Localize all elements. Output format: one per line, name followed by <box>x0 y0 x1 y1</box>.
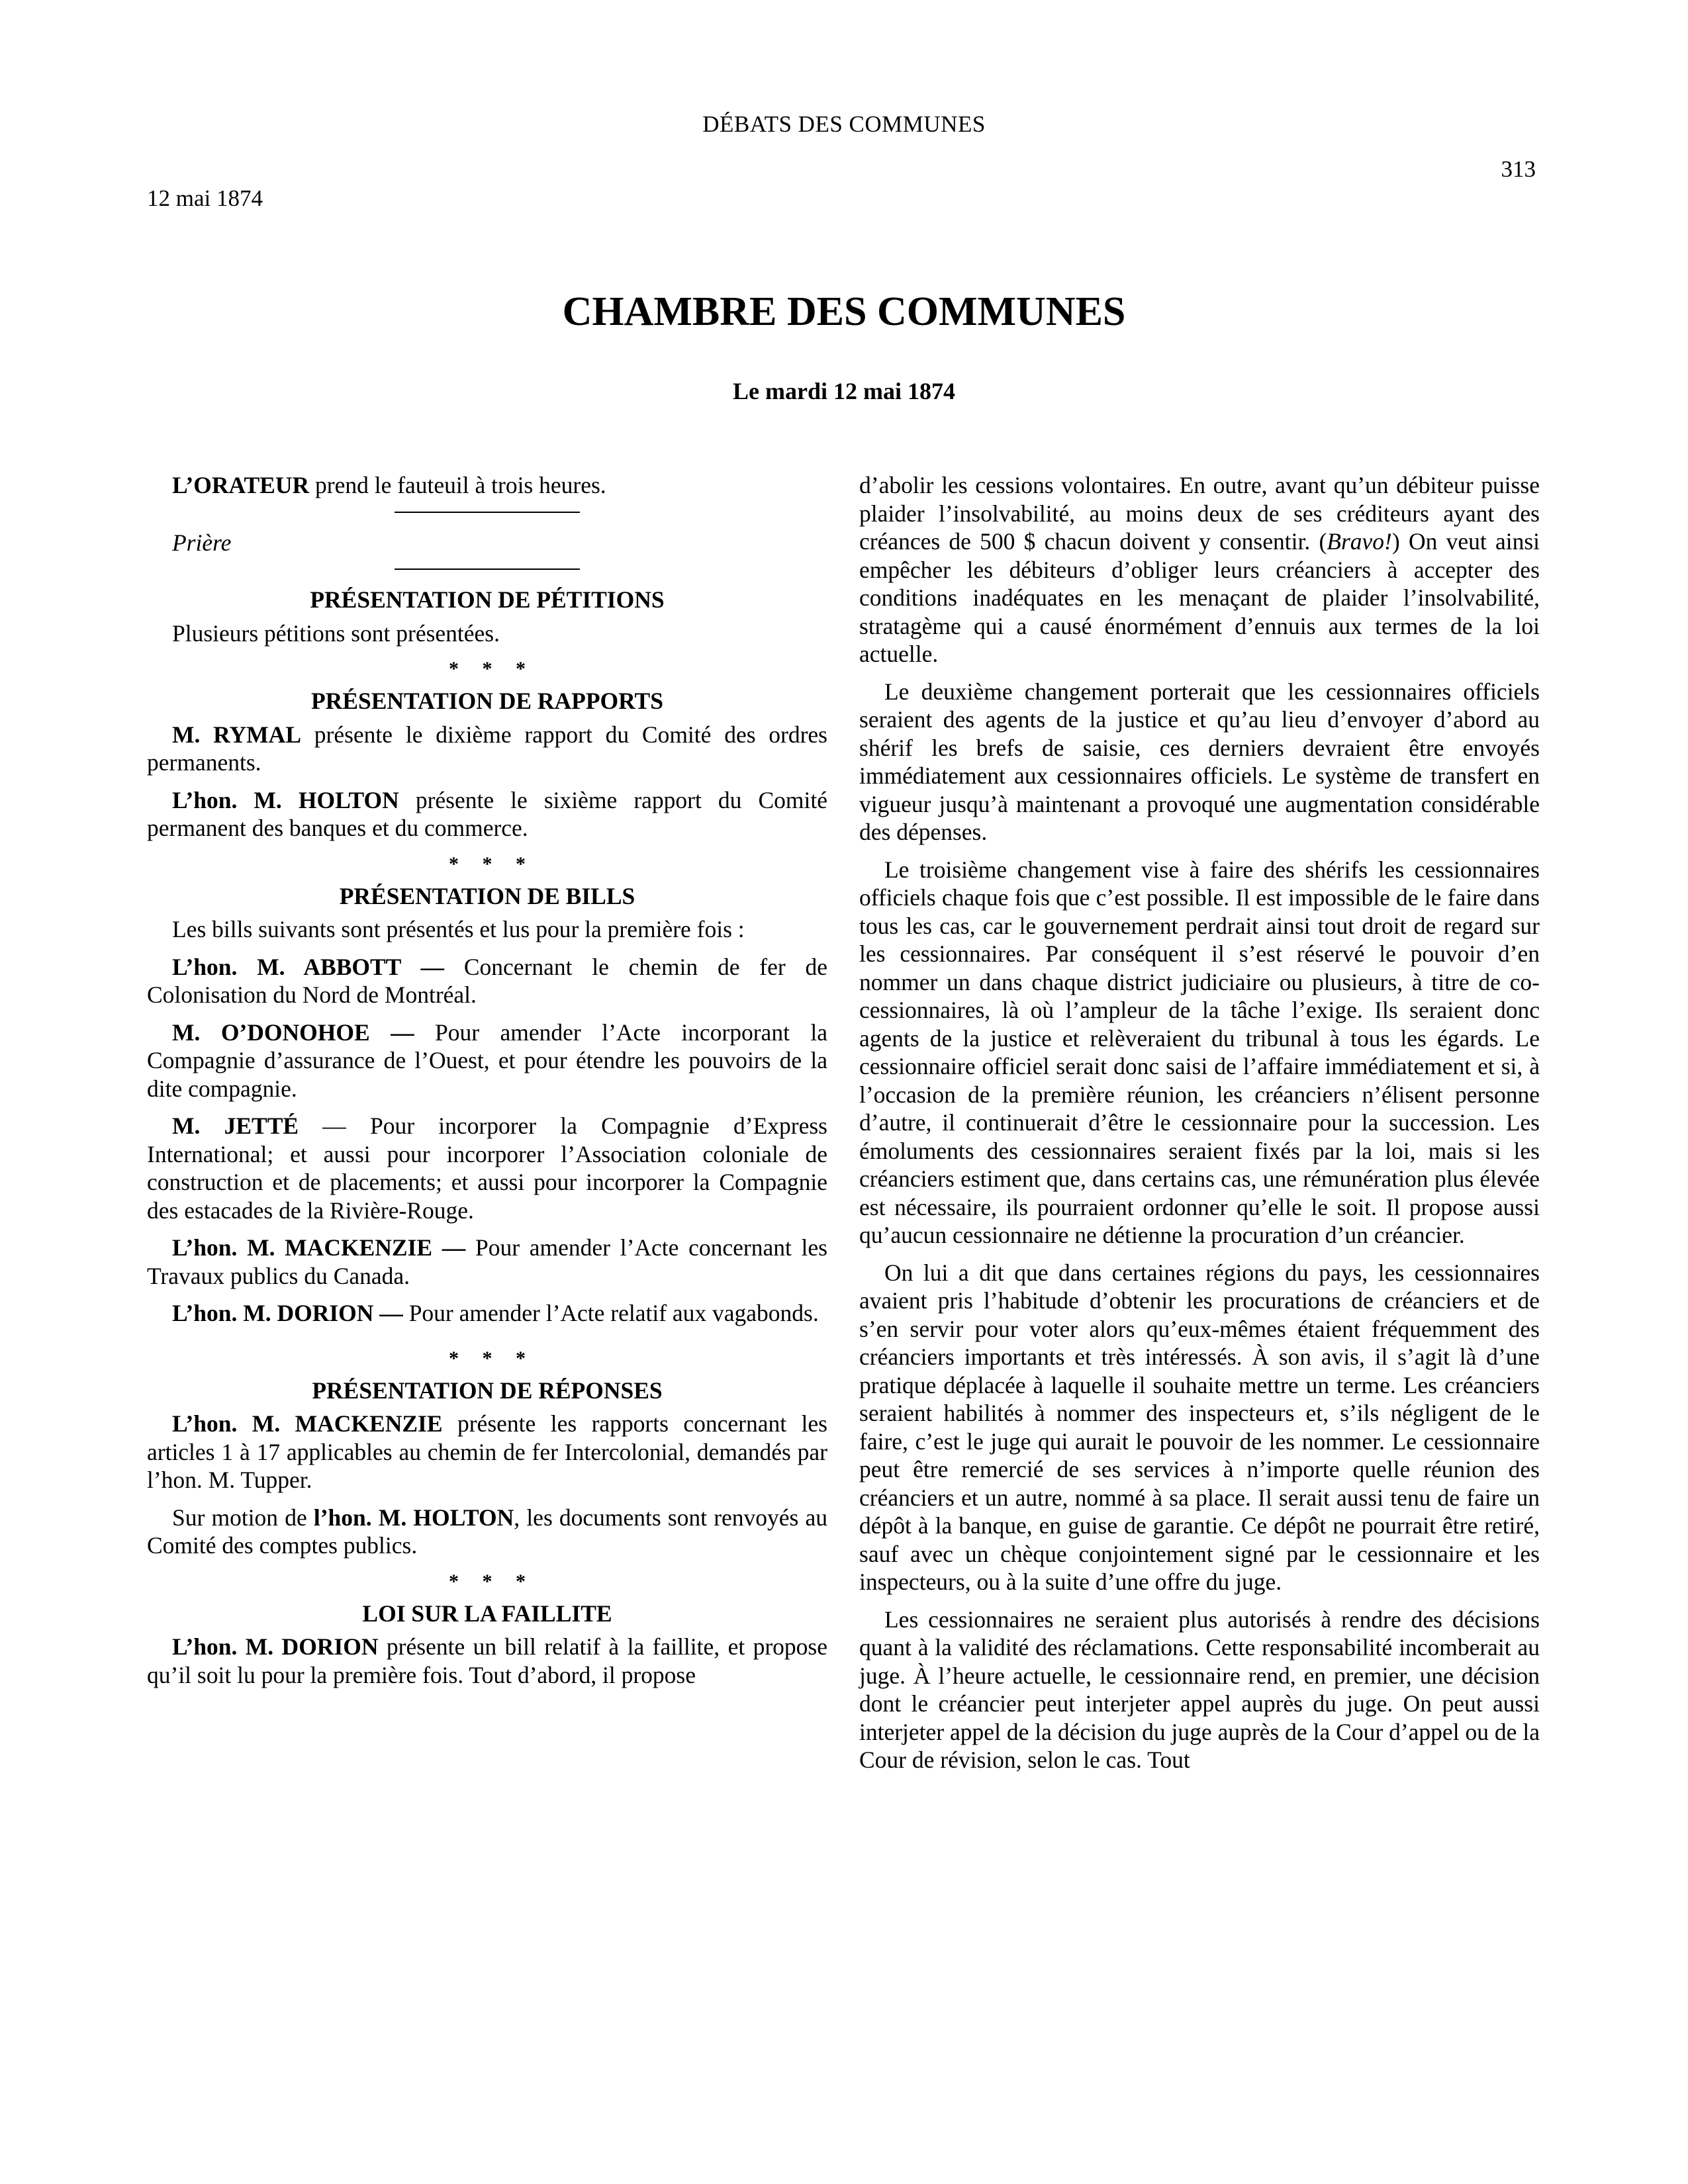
speaker-name: l’hon. M. HOLTON <box>313 1504 514 1531</box>
body-paragraph: On lui a dit que dans certaines régions du pays, les cessionnaires avaient pris l’habitude d’obtenir les procurations de créanciers et de s’en servir pour voter alors qu’eux-mêmes étaient fréquemment des créanciers importants et très intéressés. À son avis, il s’agit là d’une pratique déplacée à laquelle il souhaite mettre un terme. Les créanciers seraient habilités à nommer des inspecteurs et, s’ils négligent de le faire, c’est le juge qui aurait le pouvoir de les nommer. Le cessionnaire peut être remercié de ses services à n’importe quelle réunion des créanciers et un autre, nommé à sa place. Il serait aussi tenu de faire un dépôt à la banque, en guise de garantie. Ce dépôt ne pourrait être retiré, sauf avec un chèque conjointement signé par le cessionnaire et les inspecteurs, ou à la suite d’une offre du juge. <box>859 1259 1540 1595</box>
paragraph-text: Concernant le chemin de fer de Colonisation du Nord de Montréal. <box>147 953 827 1008</box>
speaker-name: L’hon. M. MACKENZIE — <box>172 1234 466 1261</box>
paragraph-text: — Pour incorporer la Compagnie d’Express International; et aussi pour incorporer l’Association coloniale de construction et de placements; et aussi pour incorporer la Compagnie des estacades de la Rivière-Rouge. <box>147 1113 827 1224</box>
speaker-name: M. O’DONOHOE — <box>172 1019 414 1046</box>
right-column <box>859 471 1540 1784</box>
bill-paragraph <box>147 1112 827 1224</box>
speaker-name: M. RYMAL <box>172 721 302 748</box>
answer-paragraph <box>147 1410 827 1494</box>
bills-intro: Les bills suivants sont présentés et lus pour la première fois : <box>172 916 745 942</box>
running-head: DÉBATS DES COMMUNES <box>702 111 986 137</box>
answer-paragraph <box>147 1504 827 1560</box>
divider-rule <box>395 512 580 513</box>
section-heading-answers: PRÉSENTATION DE RÉPONSES <box>312 1377 663 1404</box>
section-heading-petitions: PRÉSENTATION DE PÉTITIONS <box>310 586 665 613</box>
speaker-name: L’ORATEUR <box>172 472 310 498</box>
paragraph-text: présente le dixième rapport du Comité des ordres permanents. <box>147 721 827 776</box>
section-separator: * * * <box>449 1570 535 1592</box>
section-separator: * * * <box>449 852 535 875</box>
speaker-name: L’hon. M. DORION <box>172 1633 379 1660</box>
paragraph-text: Pour amender l’Acte concernant les Travaux publics du Canada. <box>147 1234 827 1289</box>
bankruptcy-paragraph <box>147 1633 827 1689</box>
report-paragraph <box>147 786 827 842</box>
paragraph-text: prend le fauteuil à trois heures. <box>309 472 606 498</box>
opening-paragraph <box>147 471 827 500</box>
speaker-name: L’hon. M. DORION — <box>172 1300 403 1326</box>
section-heading-bills: PRÉSENTATION DE BILLS <box>339 882 635 909</box>
page-title: CHAMBRE DES COMMUNES <box>562 289 1126 334</box>
bill-paragraph <box>147 1299 827 1328</box>
section-separator: * * * <box>449 1347 535 1369</box>
body-paragraph: Le troisième changement vise à faire des shérifs les cessionnaires officiels chaque fois que c’est possible. Il est impossible de le faire dans tous les cas, car le gouvernement perdrait ainsi tout droit de regard sur les cessionnaires. Par conséquent il s’est réservé le pouvoir d’en nommer un dans chaque district judiciaire ou plusieurs, à titre de co-cessionnaires, là où l’ampleur de la tâche l’exige. Ils seraient donc agents de la justice et relèveraient du tribunal à tous les égards. Le cessionnaire officiel serait donc saisi de l’affaire immédiatement et si, à l’occasion de la première réunion, les créanciers n’élisent personne d’autre, il continuerait d’être le cessionnaire pour la succession. Les émoluments des cessionnaires seraient fixés par la loi, mais si les créanciers estiment que, dans certains cas, une rémunération plus élevée est nécessaire, ils pourraient ordonner qu’elle le soit. Il propose aussi qu’aucun cessionnaire ne détienne la procuration d’un créancier. <box>859 856 1540 1248</box>
speaker-name: L’hon. M. ABBOTT — <box>172 953 445 980</box>
paragraph-text: d’abolir les cessions volontaires. En outre, avant qu’un débiteur puisse plaider l’insolvabilité, au moins deux de ses créditeurs ayant des créances de 500 $ chacun doivent y consentir. ( <box>859 472 1540 555</box>
petitions-text: Plusieurs pétitions sont présentées. <box>172 619 500 647</box>
interjection: Bravo! <box>1327 528 1392 555</box>
left-column <box>147 471 827 1698</box>
report-paragraph <box>147 721 827 777</box>
bill-paragraph <box>147 953 827 1009</box>
body-paragraph: Les cessionnaires ne seraient plus autorisés à rendre des décisions quant à la validité des réclamations. Cette responsabilité incomberait au juge. À l’heure actuelle, le cessionnaire rend, en premier, une décision dont le créancier peut interjeter appel auprès du juge. On peut aussi interjeter appel de la décision du juge auprès de la Cour d’appel ou de la Cour de révision, selon le cas. Tout <box>859 1606 1540 1773</box>
divider-rule <box>395 569 580 570</box>
section-heading-bankruptcy: LOI SUR LA FAILLITE <box>362 1600 612 1627</box>
body-paragraph: Le deuxième changement porterait que les cessionnaires officiels seraient des agents de la justice et qu’au lieu d’envoyer d’abord au shérif les brefs de saisie, ces derniers devraient être envoyés immédiatement aux cessionnaires officiels. Le système de transfert en vigueur jusqu’à maintenant a provoqué une augmentation considérable des dépenses. <box>859 678 1540 845</box>
paragraph-text: présente le sixième rapport du Comité permanent des banques et du commerce. <box>147 786 827 841</box>
prayer-label: Prière <box>172 529 232 556</box>
paragraph-text: présente les rapports concernant les articles 1 à 17 applicables au chemin de fer Intercolonial, demandés par l’hon. M. Tupper. <box>147 1410 827 1493</box>
speaker-name: L’hon. M. MACKENZIE <box>172 1410 443 1437</box>
paragraph-text: Pour amender l’Acte incorporant la Compagnie d’assurance de l’Ouest, et pour étendre les pouvoirs de la dite compagnie. <box>147 1019 827 1102</box>
paragraph-text: Sur motion de <box>172 1504 314 1531</box>
speaker-name: L’hon. M. HOLTON <box>172 786 399 813</box>
paragraph-text: , les documents sont renvoyés au Comité des comptes publics. <box>147 1504 827 1559</box>
continuation-paragraph <box>859 471 1540 668</box>
page-number: 313 <box>1501 156 1536 182</box>
speaker-name: M. JETTÉ <box>172 1113 299 1139</box>
paragraph-text: ) On veut ainsi empêcher les débiteurs d’obliger leurs créanciers à accepter des conditions inadéquates en les menaçant de plaider l’insolvabilité, stratagème qui a causé énormément d’ennuis aux termes de la loi actuelle. <box>859 528 1540 667</box>
paragraph-text: présente un bill relatif à la faillite, et propose qu’il soit lu pour la première fois. Tout d’abord, il propose <box>147 1633 827 1688</box>
page-date: 12 mai 1874 <box>147 185 263 211</box>
section-heading-reports: PRÉSENTATION DE RAPPORTS <box>311 688 663 714</box>
paragraph-text: Pour amender l’Acte relatif aux vagabonds. <box>402 1300 819 1326</box>
section-separator: * * * <box>449 658 535 680</box>
bill-paragraph <box>147 1019 827 1103</box>
bill-paragraph <box>147 1234 827 1290</box>
sitting-date: Le mardi 12 mai 1874 <box>733 378 955 404</box>
